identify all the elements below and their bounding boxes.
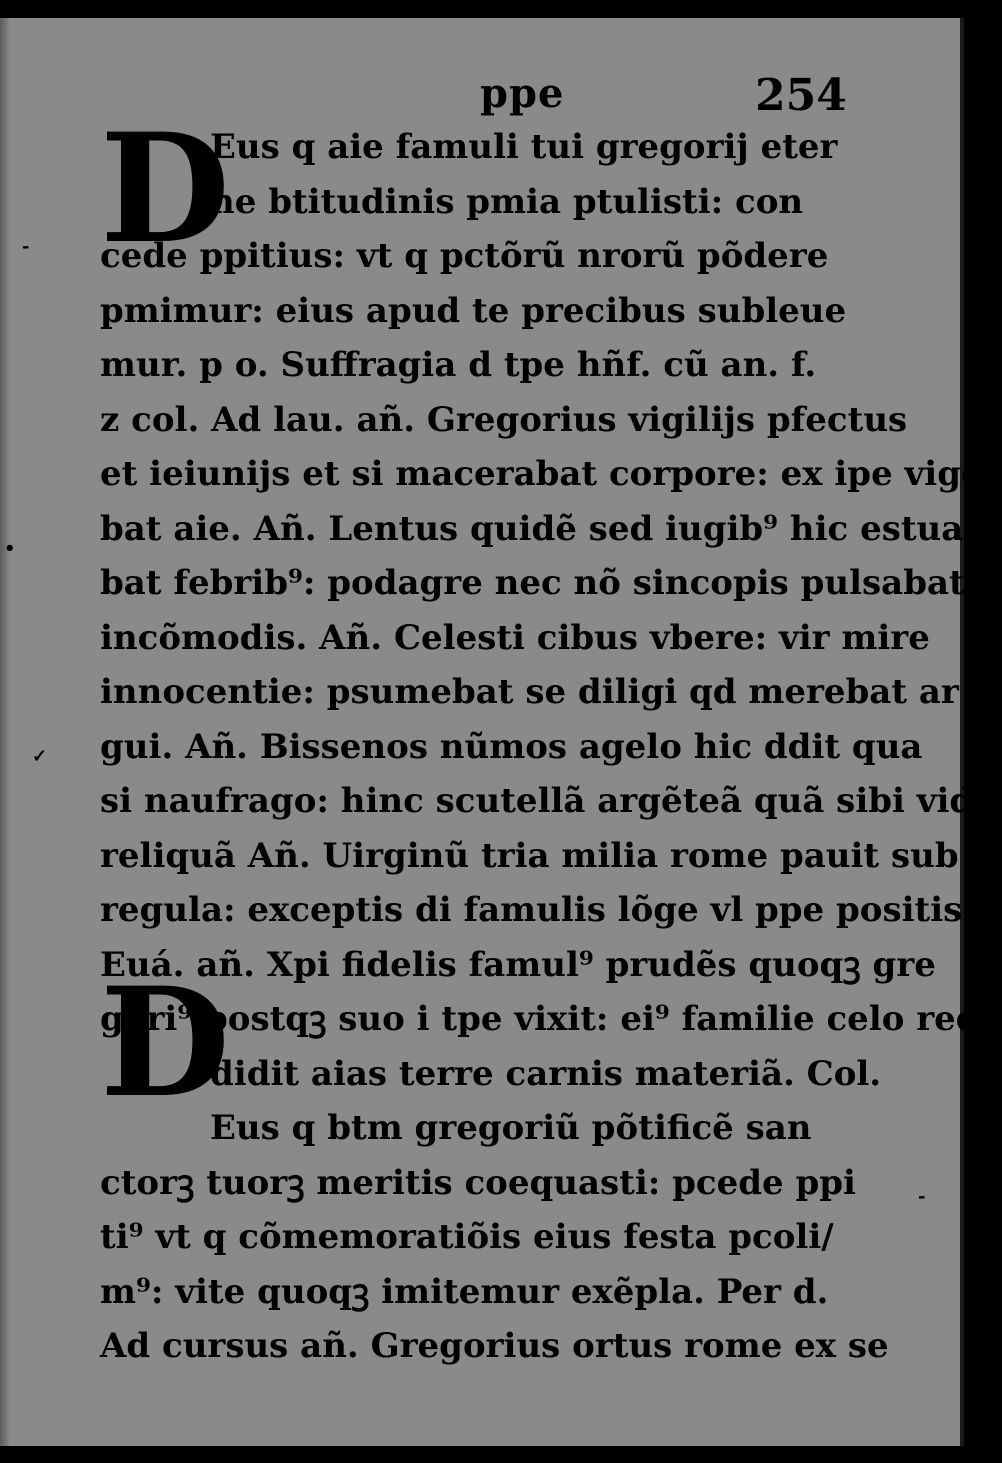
- text-line: pmimur: eius apud te precibus subleue: [100, 290, 847, 331]
- decorated-initial: D: [100, 101, 231, 277]
- text-line: regula: exceptis di famulis lõge vl ppe positis: [100, 890, 963, 930]
- text-line: ti⁹ vt q cõmemoratiõis eius festa pcoli/: [100, 1217, 834, 1257]
- text-line: bat aie. Añ. Lentus quidẽ sed iugib⁹ hic estua: [100, 508, 964, 549]
- text-line: ne btitudinis pmia ptulisti: con: [210, 181, 804, 222]
- text-line: mur. p o. Suffragia d tpe hñf. cũ an. f.: [100, 345, 817, 385]
- text-line: si naufrago: hinc scutellã argẽteã quã sibi vidit: [100, 781, 1002, 821]
- text-line: innocentie: psumebat se diligi qd merebat ar: [100, 672, 959, 712]
- text-line: cede ppitius: vt q pctõrũ nrorũ põdere: [100, 236, 829, 276]
- manuscript-page: [0, 18, 1002, 1446]
- text-line: ctorꝫ tuorꝫ meritis coequasti: pcede ppi: [100, 1162, 856, 1203]
- margin-mark: -: [918, 1186, 926, 1207]
- text-line: z col. Ad lau. añ. Gregorius vigilijs pfectus: [100, 399, 908, 440]
- folio-number: 254: [755, 70, 847, 121]
- text-line: Eus q btm gregoriũ põtificẽ san: [210, 1108, 812, 1148]
- decorated-initial: D: [100, 955, 231, 1131]
- text-line: Eus q aie famuli tui gregorij eter: [210, 127, 838, 167]
- text-line: gori⁹ postqꝫ suo i tpe vixit: ei⁹ familie celo red: [100, 999, 980, 1039]
- text-line: bat febrib⁹: podagre nec nõ sincopis pulsabat: [100, 563, 965, 603]
- text-line: incõmodis. Añ. Celesti cibus vbere: vir mire: [100, 617, 930, 658]
- running-head: ppe: [480, 70, 565, 117]
- margin-mark: •: [4, 538, 16, 559]
- text-line: didit aias terre carnis materiã. Col.: [210, 1053, 882, 1094]
- text-line: gui. Añ. Bissenos nũmos agelo hic ddit qua: [100, 726, 923, 767]
- page-edge-shadow: [0, 18, 10, 1446]
- text-line: Euá. añ. Xpi fidelis famul⁹ prudẽs quoqꝫ gre: [100, 944, 936, 985]
- margin-mark: ✓: [32, 746, 48, 767]
- text-line: reliquã Añ. Uirginũ tria milia rome pauit sub: [100, 835, 959, 876]
- text-body: [100, 120, 1002, 1374]
- text-line: Ad cursus añ. Gregorius ortus rome ex se: [100, 1326, 889, 1366]
- text-line: m⁹: vite quoqꝫ imitemur exẽpla. Per d.: [100, 1271, 829, 1312]
- text-line: et ieiunijs et si macerabat corpore: ex ipe vige: [100, 454, 983, 494]
- margin-mark: -: [22, 236, 30, 257]
